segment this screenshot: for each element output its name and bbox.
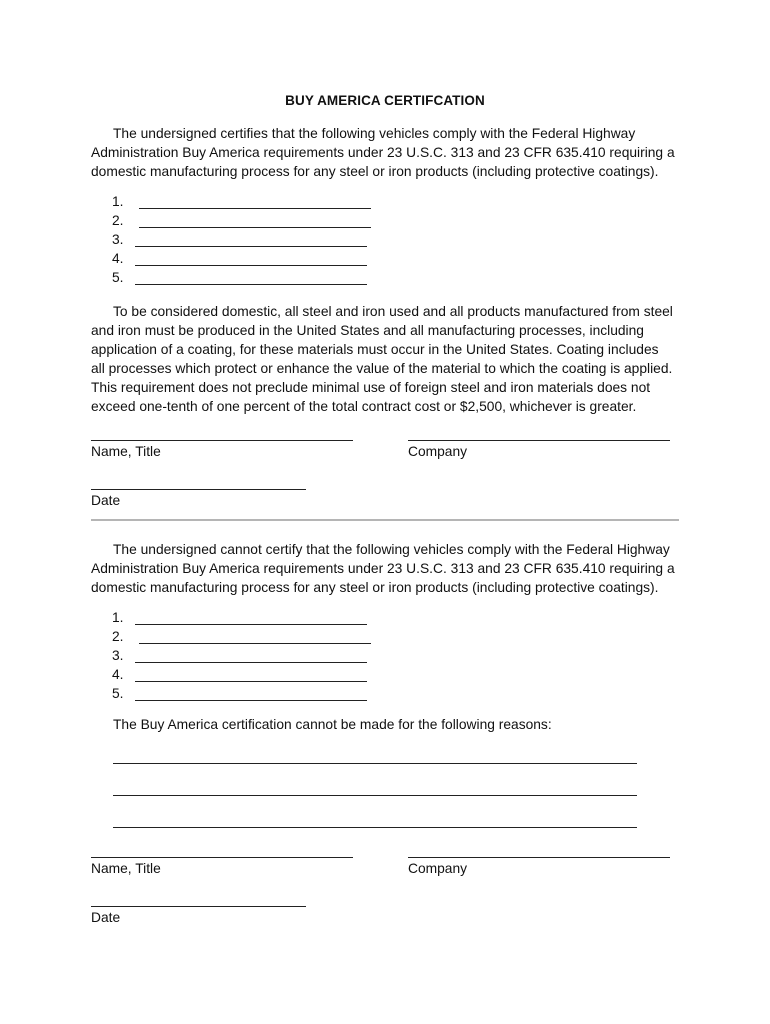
vehicle-number-4: 4. [112, 251, 124, 266]
vehicle-number-3: 3. [112, 648, 124, 663]
vehicle-line-1[interactable] [135, 624, 367, 625]
date-signature-line[interactable] [91, 906, 306, 907]
vehicle-line-5[interactable] [135, 284, 367, 285]
company-label: Company [408, 444, 468, 459]
name-title-signature-line[interactable] [91, 440, 353, 441]
vehicle-line-4[interactable] [135, 681, 367, 682]
vehicle-number-5: 5. [112, 686, 124, 701]
reasons-prompt: The Buy America certification cannot be made for the following reasons: [113, 717, 552, 732]
reason-line-3[interactable] [113, 827, 637, 828]
vehicle-line-3[interactable] [135, 662, 367, 663]
date-label: Date [91, 910, 121, 925]
vehicle-number-2: 2. [112, 629, 124, 644]
vehicle-line-4[interactable] [135, 265, 367, 266]
vehicle-line-2[interactable] [139, 227, 371, 228]
vehicle-number-2: 2. [112, 213, 124, 228]
company-signature-line[interactable] [408, 440, 670, 441]
name-title-signature-line[interactable] [91, 857, 353, 858]
vehicle-number-5: 5. [112, 270, 124, 285]
company-signature-line[interactable] [408, 857, 670, 858]
company-label: Company [408, 861, 468, 876]
vehicle-number-1: 1. [112, 194, 124, 209]
reason-line-2[interactable] [113, 795, 637, 796]
certify-statement: The undersigned certifies that the following vehicles comply with the Federal Highway Administration Buy America requirements under 23 U.S.C. 313 and 23 CFR 635.410 requiring a domestic manufacturing process for any steel or iron products (including protective coatings). [91, 126, 675, 179]
date-label: Date [91, 493, 121, 508]
vehicle-line-5[interactable] [135, 700, 367, 701]
domestic-definition-paragraph: To be considered domestic, all steel and iron used and all products manufactured from steel and iron must be produced in the United States and all manufacturing processes, including application of a coating, for these materials must occur in the United States. Coating includes all processes which protect or enhance the value of the material to which the coating is applied. This requirement does not preclude minimal use of foreign steel and iron materials does not exceed one-tenth of one percent of the total contract cost or $2,500, whichever is greater. [91, 304, 673, 414]
name-title-label: Name, Title [91, 444, 161, 459]
name-title-label: Name, Title [91, 861, 161, 876]
document-title: BUY AMERICA CERTIFCATION [285, 93, 485, 108]
vehicle-line-2[interactable] [139, 643, 371, 644]
reason-line-1[interactable] [113, 763, 637, 764]
vehicle-number-4: 4. [112, 667, 124, 682]
section-divider [91, 519, 679, 521]
vehicle-line-1[interactable] [139, 208, 371, 209]
cannot-certify-statement: The undersigned cannot certify that the following vehicles comply with the Federal Highway Administration Buy America requirements under 23 U.S.C. 313 and 23 CFR 635.410 requiring a domestic manufacturing process for any steel or iron products (including protective coatings). [91, 542, 675, 595]
date-signature-line[interactable] [91, 489, 306, 490]
vehicle-line-3[interactable] [135, 246, 367, 247]
vehicle-number-1: 1. [112, 610, 124, 625]
vehicle-number-3: 3. [112, 232, 124, 247]
